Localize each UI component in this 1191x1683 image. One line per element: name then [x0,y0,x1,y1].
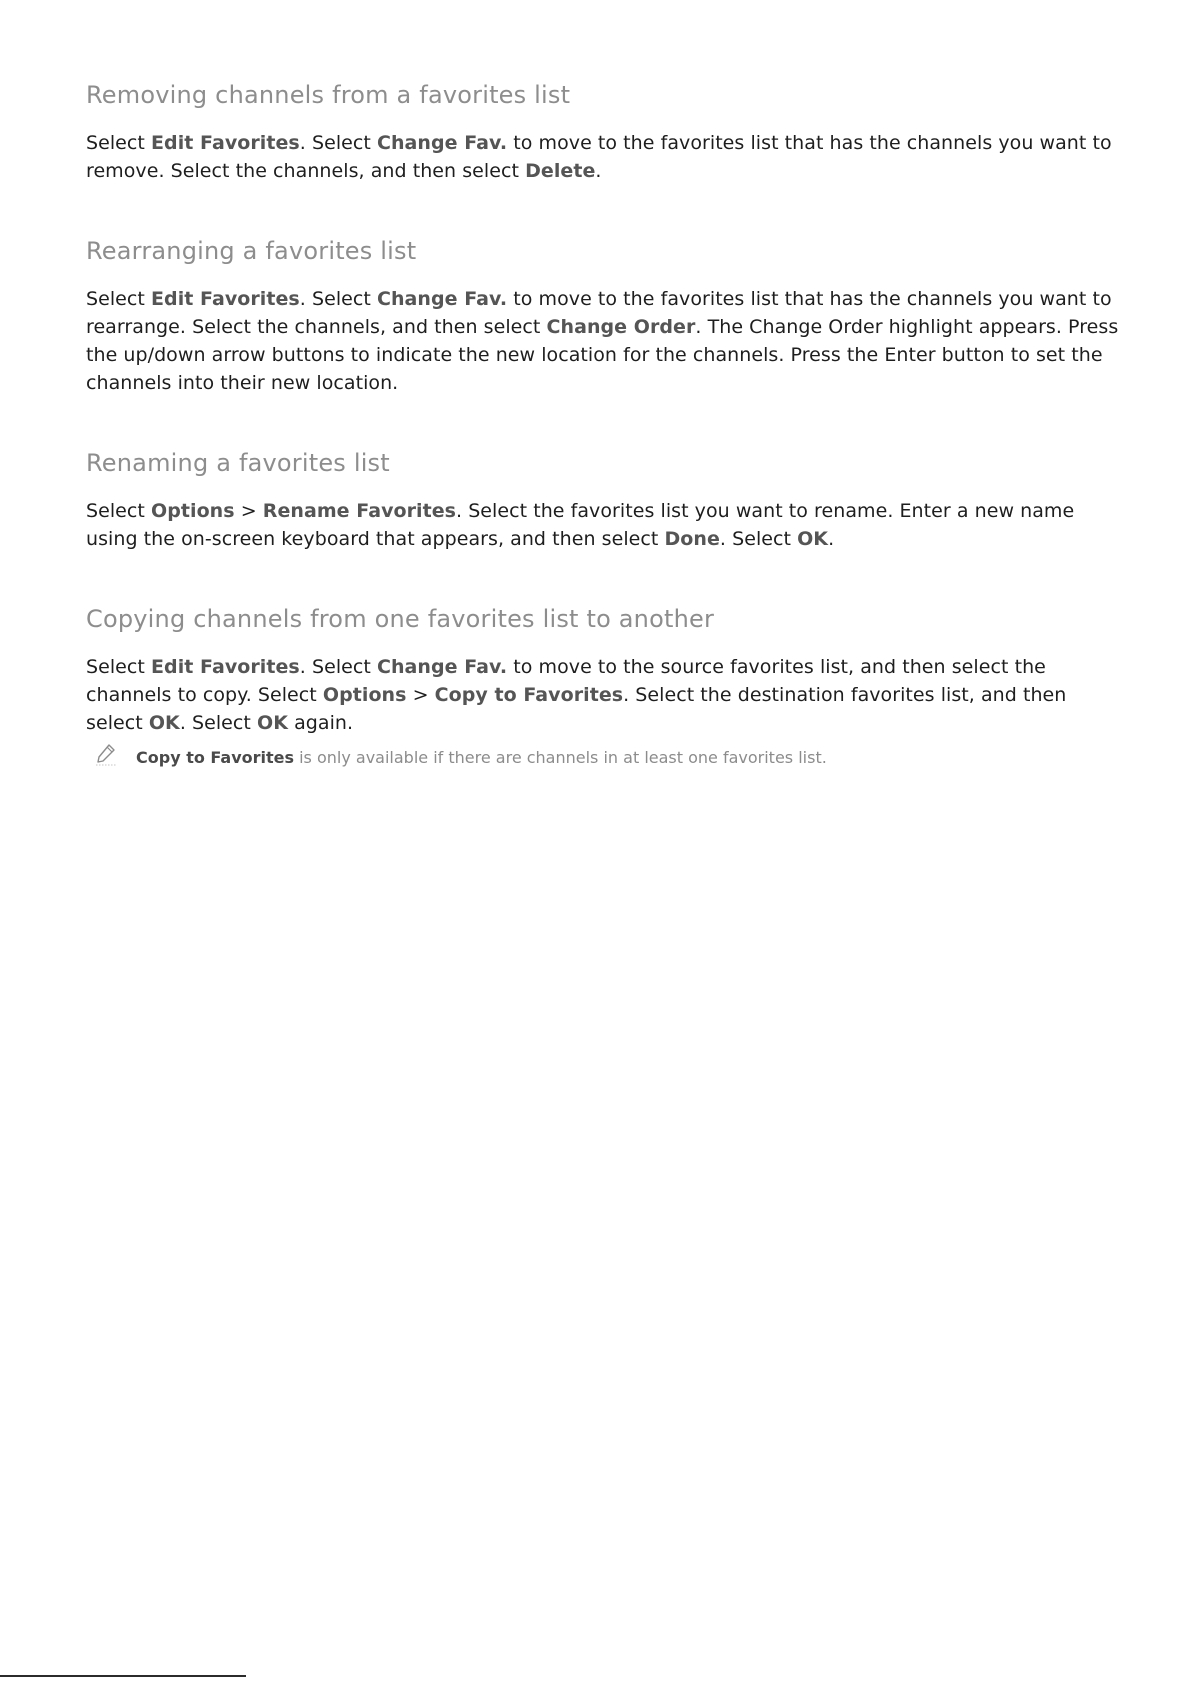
ui-term-edit-favorites: Edit Favorites [151,656,300,678]
text: Select [86,500,152,522]
page [86,80,1126,769]
ui-term-options: Options [322,684,407,706]
text: Select [86,288,152,310]
text: . Select the favorites list you want to rename. Enter a new name using the on-screen keyboard that appears, and then select [86,500,1075,550]
section-heading: Rearranging a favorites list [86,237,417,265]
text: . Select the destination favorites list, and then select [86,684,1067,734]
text: . Select [299,288,377,310]
text: . Select [299,132,377,154]
ui-term-ok: OK [797,528,829,550]
ui-term-rename-favorites: Rename Favorites [262,500,457,522]
note-text: is only available if there are channels in at least one favorites list. [294,748,827,767]
ui-term-change-order: Change Order [546,316,696,338]
section-paragraph [86,285,1126,397]
section-heading: Renaming a favorites list [86,449,390,477]
text: . [828,528,835,550]
section-copying-channels [86,604,1126,769]
text: to move to the source favorites list, and then select the channels to copy. Select [86,656,1046,706]
section-rearranging-list [86,236,1126,397]
section-removing-channels [86,80,1126,185]
text: . Select [299,656,377,678]
ui-term-ok: OK [148,712,180,734]
note [86,747,1126,769]
section-paragraph [86,129,1126,185]
text: > [234,500,263,522]
section-heading: Copying channels from one favorites list to another [86,605,715,633]
text: Select [86,656,152,678]
text: . Select [179,712,258,734]
ui-term-copy-to-favorites: Copy to Favorites [434,684,624,706]
section-heading: Removing channels from a favorites list [86,81,571,109]
ui-term-delete: Delete [525,160,596,182]
ui-term-change-fav: Change Fav. [376,288,508,310]
text: . The Change Order highlight appears. Press the up/down arrow buttons to indicate the new location for the channels. Press the Enter button to set the channels into their new location. [86,316,1119,394]
ui-term-edit-favorites: Edit Favorites [151,132,300,154]
ui-term-done: Done [664,528,720,550]
text: Select [86,132,152,154]
text: to move to the favorites list that has the channels you want to rearrange. Select the channels, and then select [86,288,1112,338]
section-paragraph [86,497,1126,553]
ui-term-copy-to-favorites: Copy to Favorites [136,748,295,767]
text: . [595,160,602,182]
ui-term-change-fav: Change Fav. [376,656,508,678]
text: > [406,684,435,706]
ui-term-edit-favorites: Edit Favorites [151,288,300,310]
footer-rule [0,1675,246,1677]
ui-term-change-fav: Change Fav. [376,132,508,154]
ui-term-options: Options [151,500,235,522]
section-renaming-list [86,448,1126,553]
text: . Select [719,528,798,550]
text: to move to the favorites list that has the channels you want to remove. Select the channels, and then select [86,132,1112,182]
text: again. [288,712,354,734]
section-paragraph [86,653,1126,737]
ui-term-ok: OK [257,712,288,734]
pencil-note-icon [94,743,118,767]
